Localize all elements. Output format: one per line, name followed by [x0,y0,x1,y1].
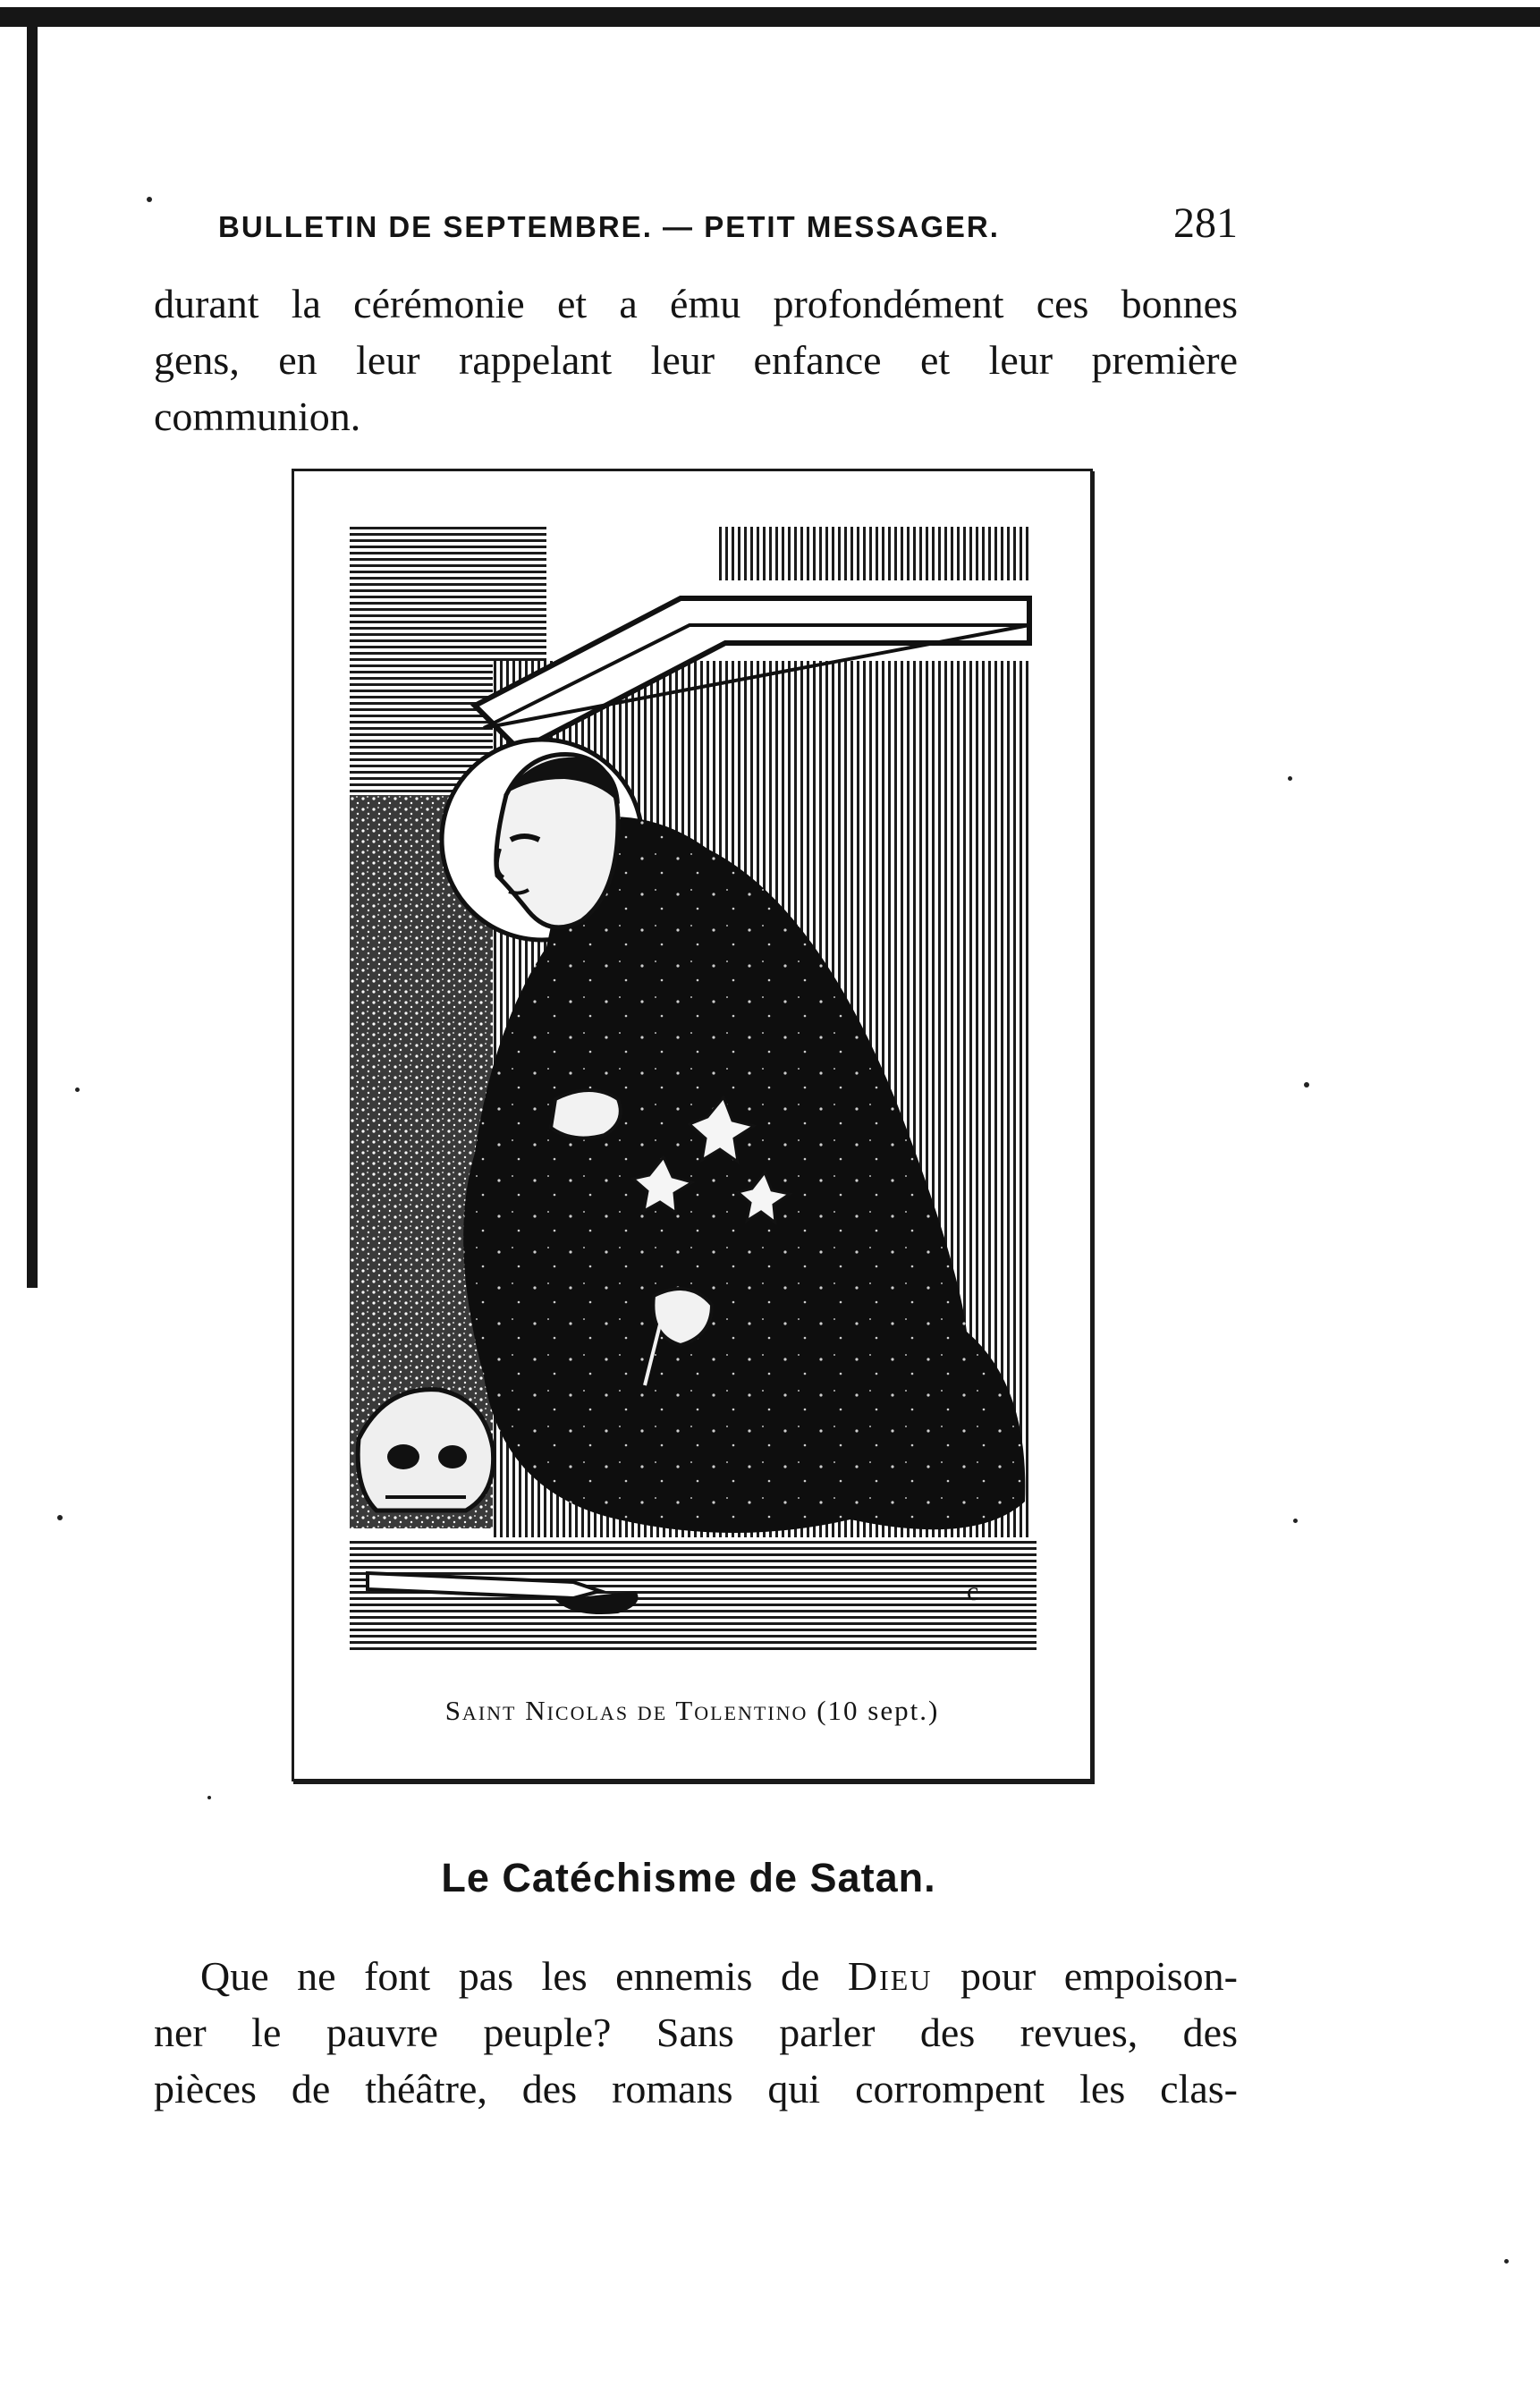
scan-speck [57,1515,63,1520]
text-line: communion. [154,394,361,439]
text-run: pour empoison- [932,1953,1238,1999]
paragraph-continuation [154,275,1238,444]
scan-speck [207,1796,211,1799]
scan-speck [147,197,152,202]
section-heading: Le Catéchisme de Satan. [441,1855,936,1900]
divine-name-smallcaps: Dieu [847,1953,933,1999]
engraver-signature: c [967,1577,979,1606]
saint-nicolas-engraving [350,527,1037,1654]
scan-speck [75,1087,80,1092]
text-line: ner le pauvre peuple? Sans parler des revues, des [154,2010,1238,2055]
text-line: gens, en leur rappelant leur enfance et leur première [154,337,1238,383]
page-number: 281 [1173,199,1238,247]
paragraph-catechism [154,1948,1238,2117]
running-head-title: BULLETIN DE SEPTEMBRE. — PETIT MESSAGER. [218,210,1000,243]
scan-speck [1293,1519,1298,1523]
caption-saint-name: Saint Nicolas de Tolentino [444,1695,808,1726]
text-line [154,1948,1238,2004]
scan-speck [1504,2259,1509,2264]
running-head [218,199,1238,248]
scan-speck [1288,776,1292,781]
scan-speck [1304,1082,1309,1087]
text-line: pièces de théâtre, des romans qui corrompent les clas- [154,2066,1238,2111]
left-border-rule [27,18,38,1288]
text-run: Que ne font pas les ennemis de [200,1953,848,1999]
figure-caption [294,1695,1090,1727]
illustration-frame [292,469,1093,1781]
top-border-rule [0,7,1540,27]
text-line: durant la cérémonie et a ému profondément ces bonnes [154,281,1238,326]
caption-feast-date: (10 sept.) [817,1695,940,1726]
